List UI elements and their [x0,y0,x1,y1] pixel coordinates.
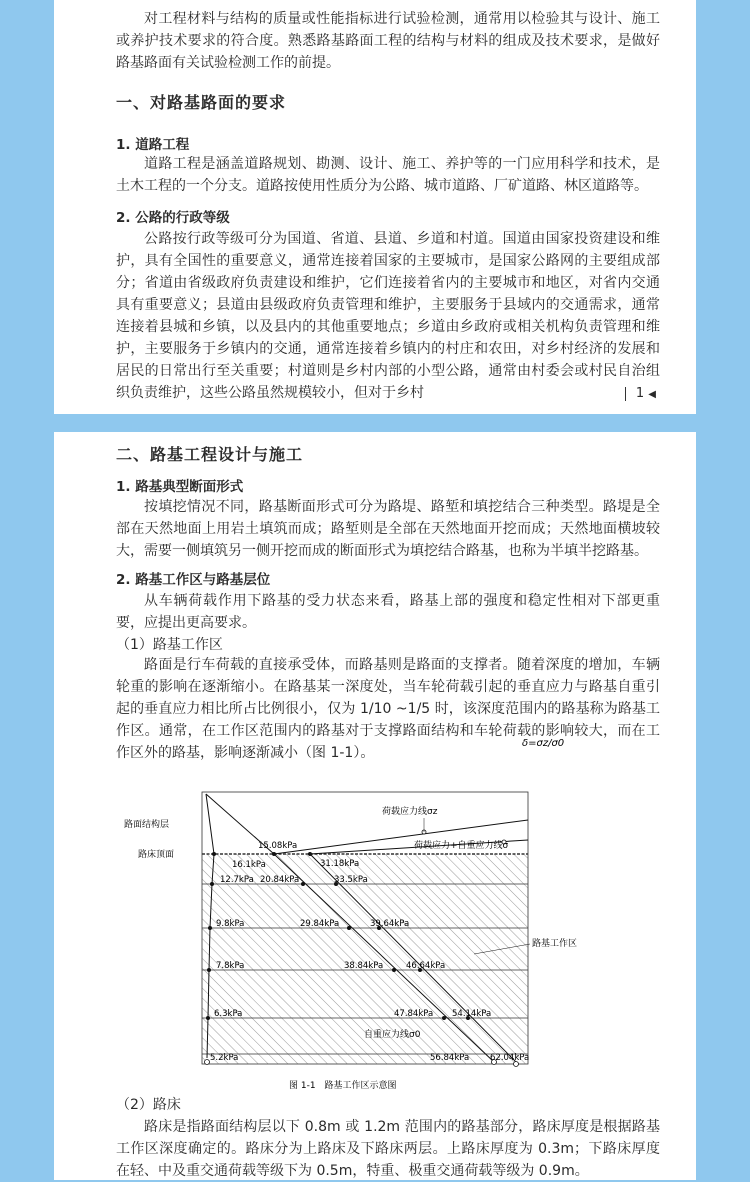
heading-work-zone: 2. 路基工作区与路基层位 [116,572,271,588]
self-value-5: 47.84kPa [394,1009,434,1019]
combined-value-2: 33.5kPa [334,875,368,885]
figure-svg [124,732,644,1112]
self-value-4: 38.84kPa [344,961,384,971]
combined-value-1: 31.18kPa [320,859,360,869]
section-2-title: 二、路基工程设计与施工 [116,445,304,464]
label-self-weight: 自重应力线σ0 [364,1030,421,1040]
combined-value-5: 54.14kPa [452,1009,492,1019]
label-pavement: 路面结构层 [124,820,170,830]
label-work-zone: 路基工作区 [532,939,578,949]
paragraph-work-zone-intro: 从车辆荷载作用下路基的受力状态来看，路基上部的强度和稳定性相对下部更重要，应提出更高要求。 [116,593,660,631]
paragraph-road-engineering: 道路工程是涵盖道路规划、勘测、设计、施工、养护等的一门应用科学和技术，是土木工程的一个分支。道路按使用性质分为公路、城市道路、厂矿道路、林区道路等。 [116,156,660,194]
label-combined-line: 荷载应力+自重应力线σ [414,841,509,851]
figure-formula: δ=σz/σ0 [522,738,565,749]
load-value-2: 12.7kPa [220,875,254,885]
combined-value-4: 46.64kPa [406,961,446,971]
figure-caption: 图 1-1 路基工作区示意图 [289,1081,397,1091]
self-value-6: 56.84kPa [430,1053,470,1063]
page-1 [54,0,696,414]
load-value-5: 6.3kPa [214,1009,243,1019]
subheading-work-zone: （1）路基工作区 [116,637,223,653]
figure-work-zone [124,732,644,1112]
heading-road-engineering: 1. 道路工程 [116,137,190,153]
label-subgrade-top: 路床顶面 [138,850,175,860]
combined-value-6: 62.04kPa [490,1053,530,1063]
self-value-2: 20.84kPa [260,875,300,885]
paragraph-subgrade-bed: 路床是指路面结构层以下 0.8m 或 1.2m 范围内的路基部分，路床厚度是根据路基工作区深度确定的。路床分为上路床及下路床两层。上路床厚度为 0.3m；下路床厚度在轻、中及重交通荷载等级下为 0.5m，特重、极重交通荷载等级为 0.9m。 [116,1119,660,1179]
self-value-3: 29.84kPa [300,919,340,929]
load-value-4: 7.8kPa [216,961,245,971]
label-load-line: 荷载应力线σz [382,807,438,817]
load-value-1: 16.1kPa [232,860,266,870]
self-value-1: 15.08kPa [258,841,298,851]
load-value-6: 5.2kPa [210,1053,239,1063]
paragraph-admin-grade: 公路按行政等级可分为国道、省道、县道、乡道和村道。国道由国家投资建设和维护，具有全国性的重要意义，通常连接着国家的主要城市，是国家公路网的主要组成部分；省道由省级政府负责建设和维护，它们连接着省内的主要城市和地区，对省内交通具有重要意义；县道由县级政府负责管理和维护，主要服务于县域内的交通需求，通常连接着县城和乡镇，以及县内的其他重要地点；乡道由乡政府或相关机构负责管理和维护，主要服务于乡镇内的交通，通常连接着乡镇内的村庄和农田，对乡村经济的发展和居民的日常出行至关重要；村道则是乡村内部的小型公路，通常由村委会或村民自治组织负责维护，这些公路虽然规模较小，但对于乡村 [116,231,660,401]
page-2 [54,432,696,1180]
combined-value-3: 39.64kPa [370,919,410,929]
page-number: 1 ◀ [625,386,656,401]
intro-paragraph: 对工程材料与结构的质量或性能指标进行试验检测，通常用以检验其与设计、施工或养护技术要求的符合度。熟悉路基路面工程的结构与材料的组成及技术要求，是做好路基路面有关试验检测工作的前提。 [116,11,660,71]
section-1-title: 一、对路基路面的要求 [116,93,287,112]
load-value-3: 9.8kPa [216,919,245,929]
subheading-subgrade-bed: （2）路床 [116,1097,181,1113]
paragraph-work-zone: 路面是行车荷载的直接承受体，而路基则是路面的支撑者。随着深度的增加，车辆轮重的影响在逐渐缩小。在路基某一深度处，当车轮荷载引起的垂直应力与路基自重引起的垂直应力相比所占比例很小，仅为 1/10 ~1/5 时，该深度范围内的路基称为路基工作区。通常，在工作区范围内的路基对于支撑路面结构和车轮荷载的影响较大，而在工作区外的路基，影响逐渐减小（图 1-1）。 [116,657,660,761]
paragraph-typical-section: 按填挖情况不同，路基断面形式可分为路堤、路堑和填挖结合三种类型。路堤是全部在天然地面上用岩土填筑而成；路堑则是全部在天然地面开挖而成；天然地面横坡较大，需要一侧填筑另一侧开挖而成的断面形式为填挖结合路基，也称为半填半挖路基。 [116,499,660,559]
heading-admin-grade: 2. 公路的行政等级 [116,210,230,226]
heading-typical-section: 1. 路基典型断面形式 [116,479,244,495]
